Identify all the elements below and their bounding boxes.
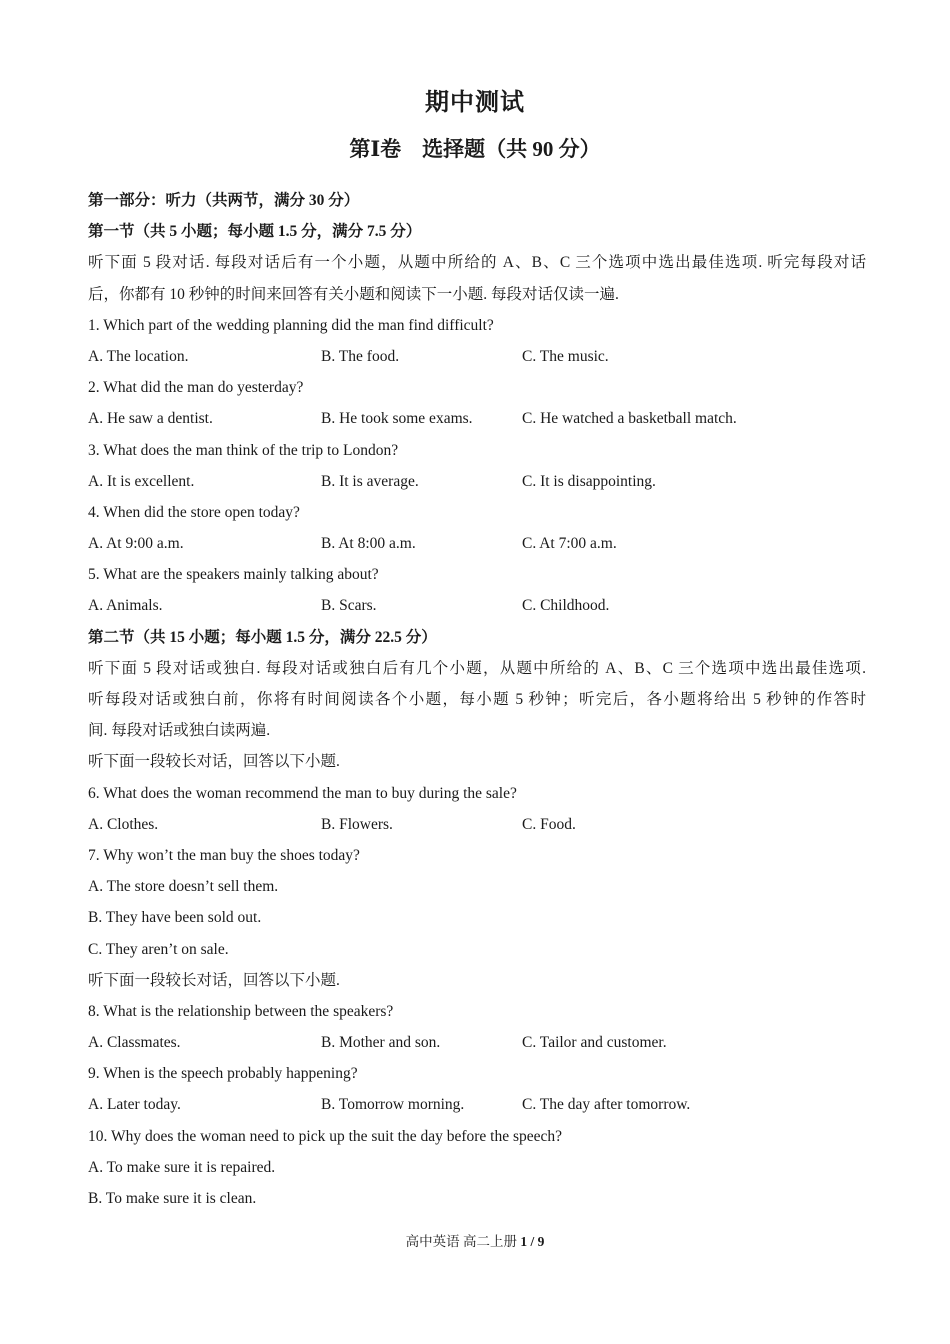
question-5-option-c: C. Childhood. bbox=[522, 597, 610, 615]
question-3-option-c: C. It is disappointing. bbox=[522, 472, 656, 490]
question-3-option-a: A. It is excellent. bbox=[88, 472, 195, 490]
question-8-option-a: A. Classmates. bbox=[88, 1034, 181, 1052]
question-10-option-a: A. To make sure it is repaired. bbox=[88, 1158, 276, 1176]
question-3-option-b: B. It is average. bbox=[321, 472, 419, 490]
question-6-options bbox=[88, 809, 866, 840]
question-2-option-a: A. He saw a dentist. bbox=[88, 410, 213, 428]
section-1-instruction-line-1: 听下面 5 段对话. 每段对话后有一个小题，从题中所给的 A、B、C 三个选项中选出最佳选项. 听完每段对话 bbox=[88, 254, 866, 272]
question-3-stem: 3. What does the man think of the trip to London? bbox=[88, 441, 399, 459]
question-2-option-b: B. He took some exams. bbox=[321, 410, 473, 428]
question-4-option-a: A. At 9:00 a.m. bbox=[88, 535, 184, 553]
question-5-stem: 5. What are the speakers mainly talking about? bbox=[88, 566, 379, 584]
page-number-current: 1 bbox=[520, 1234, 528, 1249]
question-9-options bbox=[88, 1089, 866, 1120]
question-9-option-a: A. Later today. bbox=[88, 1096, 181, 1114]
question-10-stem: 10. Why does the woman need to pick up the suit the day before the speech? bbox=[88, 1127, 563, 1145]
question-5-option-a: A. Animals. bbox=[88, 597, 163, 615]
section-1-heading: 第一节（共 5 小题；每小题 1.5 分，满分 7.5 分） bbox=[88, 223, 422, 241]
question-2-stem: 2. What did the man do yesterday? bbox=[88, 379, 304, 397]
question-5-options bbox=[88, 590, 866, 621]
section-2-instruction-line-1: 听下面 5 段对话或独白. 每段对话或独白后有几个小题，从题中所给的 A、B、C 三个选项中选出最佳选项. bbox=[88, 659, 866, 677]
dialog-intro-2: 听下面一段较长对话，回答以下小题. bbox=[88, 971, 340, 989]
question-4-options bbox=[88, 528, 866, 559]
question-9-option-b: B. Tomorrow morning. bbox=[321, 1096, 465, 1114]
question-2-options bbox=[88, 403, 866, 434]
question-8-options bbox=[88, 1027, 866, 1058]
page-title: 期中测试 bbox=[425, 90, 525, 116]
page-number-separator: / bbox=[530, 1234, 535, 1249]
question-4-option-c: C. At 7:00 a.m. bbox=[522, 535, 617, 553]
section-1-instruction-line-2: 后，你都有 10 秒钟的时间来回答有关小题和阅读下一小题. 每段对话仅读一遍. bbox=[88, 285, 619, 303]
question-6-option-c: C. Food. bbox=[522, 815, 576, 833]
question-1-option-c: C. The music. bbox=[522, 347, 609, 365]
page-footer bbox=[0, 1230, 950, 1250]
page-number-total: 9 bbox=[537, 1234, 545, 1249]
question-4-option-b: B. At 8:00 a.m. bbox=[321, 535, 416, 553]
section-subtitle: 第Ⅰ卷 选择题（共 90 分） bbox=[349, 137, 601, 161]
question-9-option-c: C. The day after tomorrow. bbox=[522, 1096, 691, 1114]
section-2-instruction-line-3: 间. 每段对话或独白读两遍. bbox=[88, 722, 271, 740]
exam-content bbox=[88, 185, 866, 1214]
question-8-stem: 8. What is the relationship between the speakers? bbox=[88, 1002, 394, 1020]
question-8-option-c: C. Tailor and customer. bbox=[522, 1034, 667, 1052]
question-1-options bbox=[88, 341, 866, 372]
section-2-instruction-line-2: 听每段对话或独白前，你将有时间阅读各个小题，每小题 5 秒钟；听完后，各小题将给出 5 秒钟的作答时 bbox=[88, 691, 866, 708]
question-10-option-b: B. To make sure it is clean. bbox=[88, 1190, 257, 1207]
question-7-option-c: C. They aren’t on sale. bbox=[88, 940, 229, 958]
dialog-intro-1: 听下面一段较长对话，回答以下小题. bbox=[88, 753, 340, 771]
question-8-option-b: B. Mother and son. bbox=[321, 1034, 441, 1052]
question-6-stem: 6. What does the woman recommend the man to buy during the sale? bbox=[88, 784, 517, 802]
question-9-stem: 9. When is the speech probably happening? bbox=[88, 1065, 358, 1083]
question-1-option-b: B. The food. bbox=[321, 347, 400, 365]
question-7-stem: 7. Why won’t the man buy the shoes today? bbox=[88, 846, 360, 864]
question-6-option-a: A. Clothes. bbox=[88, 815, 159, 833]
question-4-stem: 4. When did the store open today? bbox=[88, 503, 300, 521]
question-6-option-b: B. Flowers. bbox=[321, 815, 393, 833]
section-2-heading: 第二节（共 15 小题；每小题 1.5 分，满分 22.5 分） bbox=[88, 628, 437, 646]
question-7-option-a: A. The store doesn’t sell them. bbox=[88, 878, 279, 896]
question-5-option-b: B. Scars. bbox=[321, 597, 377, 615]
footer-text: 高中英语 高二上册 bbox=[405, 1234, 517, 1249]
question-1-stem: 1. Which part of the wedding planning did the man find difficult? bbox=[88, 316, 494, 334]
part-heading: 第一部分：听力（共两节，满分 30 分） bbox=[88, 192, 360, 209]
question-3-options bbox=[88, 466, 866, 497]
question-7-option-b: B. They have been sold out. bbox=[88, 909, 262, 927]
question-2-option-c: C. He watched a basketball match. bbox=[522, 410, 737, 428]
question-1-option-a: A. The location. bbox=[88, 347, 189, 365]
